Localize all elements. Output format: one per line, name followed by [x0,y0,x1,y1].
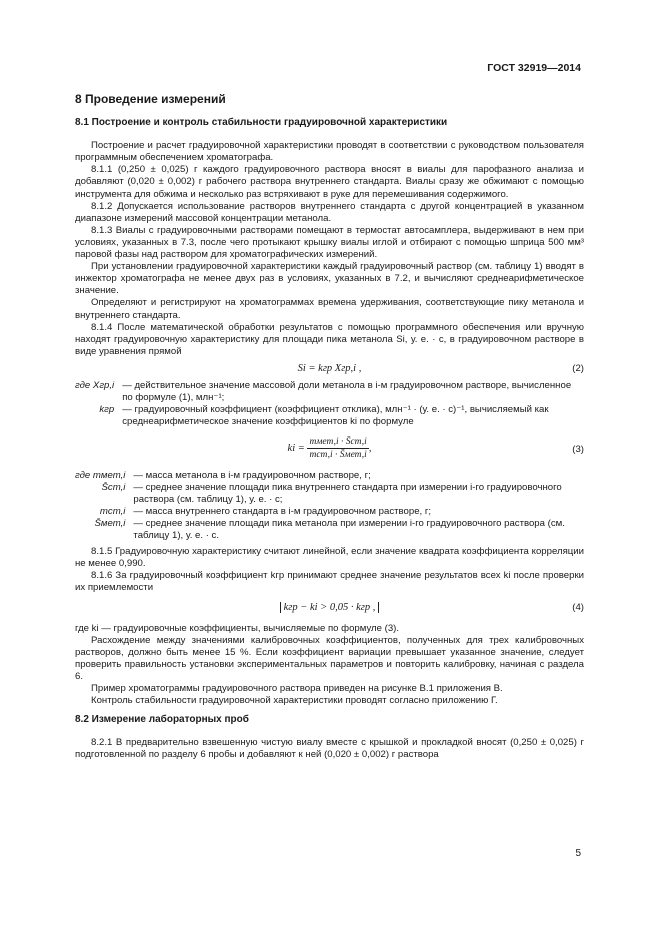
formula-4-expression: kгр − ki > 0,05 · kгр , [280,602,380,613]
formula-3-number: (3) [572,444,584,456]
formula-4 [75,602,584,614]
where-text: — действительное значение массовой доли метанола в i-м градуировочном растворе, вычисленное по формуле (1), млн⁻¹; [122,379,572,404]
paragraph-setup: При установлении градуировочной характеристики каждый градуировочный раствор (см. таблицу 1) вводят в инжектор хроматографа не менее двух раз в условиях, указанных в 7.2, и вычисляют среднеарифметическое значение. [75,261,584,297]
formula-4-number: (4) [572,602,584,614]
where-symbol: kгр [99,404,115,416]
paragraph-control: Контроль стабильности градуировочной характеристики проводят согласно приложению Г. [91,695,498,707]
paragraph-8-2-1: 8.2.1 В предварительно взвешенную чистую виалу вместе с крышкой и прокладкой вносят (0,250 ± 0,025) г подготовленной по разделу 6 пробы и добавляют к ней (0,020 ± 0,002) г раствора [75,737,584,761]
paragraph-8-1-6: 8.1.6 За градуировочный коэффициент kгр принимают среднее значение результатов всех ki после проверки их приемлемости [75,570,584,594]
formula-2-expression: Si = kгр Xгр,i , [297,362,362,374]
paragraph-intro: Построение и расчет градуировочной характеристики проводят в соответствии с руководством пользователя программным обеспечением хроматографа. [75,140,584,164]
where-symbol: где mмет,i [75,469,126,481]
paragraph-determine: Определяют и регистрируют на хроматограммах времена удерживания, соответствующие пику метанола и внутреннего стандарта. [75,297,584,321]
where-list-3 [75,470,584,543]
paragraph-8-1-2: 8.1.2 Допускается использование растворов внутреннего стандарта с другой концентрацией в указанном диапазоне измерений массовой концентрации метанола. [75,200,584,224]
where-text: — среднее значение площади пика внутреннего стандарта при измерении i-го градуировочного раствора (см. таблицу 1), у. е. · с; [133,481,562,505]
formula-3-lhs: ki = [287,443,305,455]
paragraph-example: Пример хроматограммы градуировочного раствора приведен на рисунке В.1 приложения В. [91,683,503,695]
where-symbol: S̄мет,i [94,517,126,529]
where-text: — масса внутреннего стандарта в i-м градуировочном растворе, г; [133,505,432,517]
formula-3-numerator: mмет,i · S̄ст,i [307,436,368,449]
where-symbol: S̄ст,i [101,481,126,493]
paragraph-8-1-1: 8.1.1 (0,250 ± 0,025) г каждого градуировочного раствора вносят в виалы для парофазного анализа и добавляют (0,020 ± 0,002) г рабочего раствора внутреннего стандарта. Виалы сразу же обжимают с помощью инструмента для обжима и несколько раз встряхивают в руке для перемешивания содержимого. [75,164,584,200]
paragraph-discrepancy: Расхождение между значениями калибровочных коэффициентов, полученных для трех калибровочных растворов, должно быть менее 15 %. Если коэффициент вариации превышает указанное значение, следует проверить правильность установки экспериментальных параметров и повторить калибровку, начиная с раздела 6. [75,634,584,682]
subsection-title-8-1: 8.1 Построение и контроль стабильности градуировочной характеристики [75,117,448,129]
section-title: 8 Проведение измерений [75,92,226,106]
formula-2 [75,363,584,375]
page-number: 5 [575,848,581,859]
where-text: — масса метанола в i-м градуировочном растворе, г; [133,469,371,481]
where-4: где ki — градуировочные коэффициенты, вычисляемые по формуле (3). [75,622,400,634]
document-code: ГОСТ 32919—2014 [487,62,581,74]
paragraph-8-1-3: 8.1.3 Виалы с градуировочными растворами помещают в термостат автосамплера, выдерживают в нем при условиях, указанных в 7.3, после чего протыкают крышку виалы иглой и отбирают с помощью шприца 500 мм³ паровой фазы над раствором для хроматографических измерений. [75,224,584,261]
formula-2-number: (2) [572,362,584,374]
formula-3-fraction [307,436,368,461]
formula-3-denominator: mст,i · S̄мет,i [309,450,367,461]
formula-3: ki = $\frac{\text{mмет,i · S̄ст,i}}{\text{mст,i · S̄мет,i}}$ , (3) [287,437,584,461]
subsection-title-8-2: 8.2 Измерение лабораторных проб [75,714,249,726]
where-text: — градуировочный коэффициент (коэффициент отклика), млн⁻¹ · (у. е. · с)⁻¹, вычисляемый как среднеарифметическое значение коэффициентов ki по формуле [122,404,549,428]
paragraph-8-1-5: 8.1.5 Градуировочную характеристику считают линейной, если значение квадрата коэффициента корреляции не менее 0,990. [75,546,584,570]
where-symbol: где Xгр,i [75,379,115,391]
where-text: — среднее значение площади пика метанола при измерении i-го градуировочного раствора (см. таблицу 1), у. е. · с. [133,517,565,541]
paragraph-8-1-4: 8.1.4 После математической обработки результатов с помощью программного обеспечения или вручную находят градуировочную характеристику для площади пика метанола Si, у. е. · с, в градуировочном растворе в виде уравнения прямой [75,321,584,357]
where-symbol: mст,i [99,505,126,517]
where-list-2 [75,380,584,428]
page-content [75,93,584,762]
